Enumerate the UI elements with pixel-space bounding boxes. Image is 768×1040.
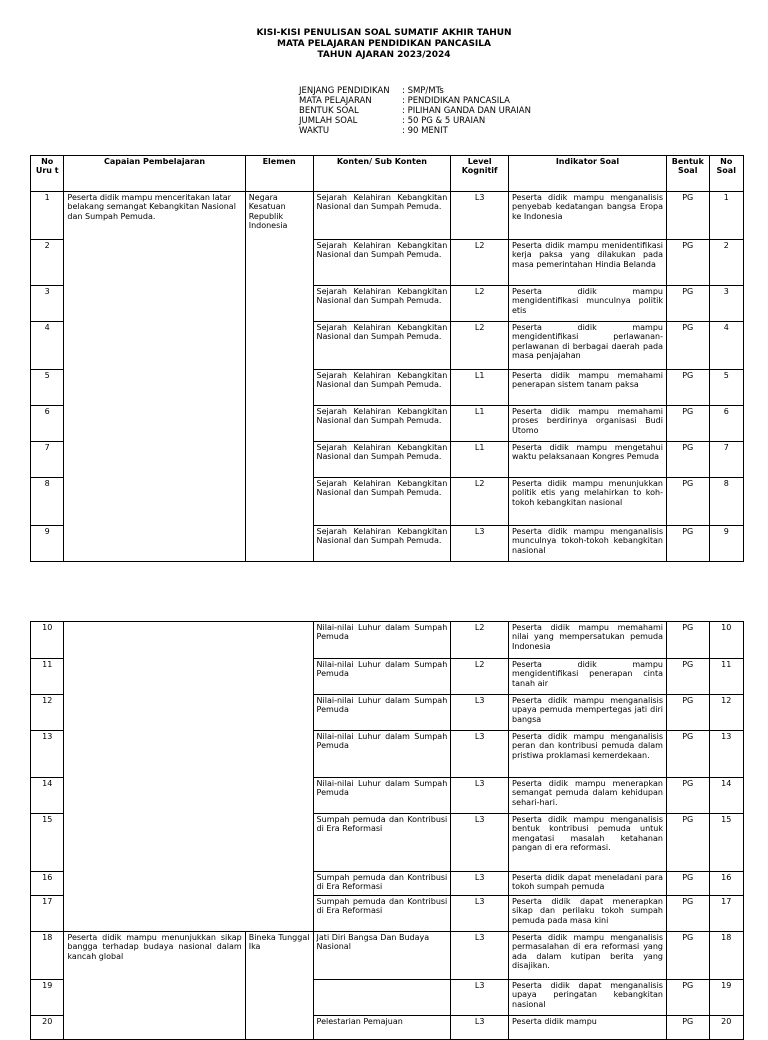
cell-bentuk: PG xyxy=(666,406,709,442)
cell-no: 2 xyxy=(31,240,64,286)
cell-bentuk: PG xyxy=(666,695,709,731)
cell-level: L2 xyxy=(451,659,509,695)
title-line-3: TAHUN AJARAN 2023/2024 xyxy=(317,50,451,60)
title-line-2: MATA PELAJARAN PENDIDIKAN PANCASILA xyxy=(277,39,491,49)
header-indikator: Indikator Soal xyxy=(509,156,667,192)
cell-no: 6 xyxy=(31,406,64,442)
cell-indikator: Peserta didik mampu menganalisis permasalahan di era reformasi yang ada dalam kutipan berita yang disajikan. xyxy=(509,932,667,980)
header-capaian: Capaian Pembelajaran xyxy=(64,156,245,192)
cell-no: 4 xyxy=(31,322,64,370)
cell-indikator: Peserta didik mampu mengidentifikasi munculnya politik etis xyxy=(509,286,667,322)
cell-indikator: Peserta didik dapat menganalisis upaya peringatan kebangkitan nasional xyxy=(509,980,667,1016)
cell-level: L2 xyxy=(451,286,509,322)
cell-konten: Jati Diri Bangsa Dan Budaya Nasional xyxy=(313,932,451,980)
header-bentuk: Bentuk Soal xyxy=(666,156,709,192)
cell-no-soal: 10 xyxy=(709,622,743,659)
cell-level: L1 xyxy=(451,406,509,442)
cell-konten: Sumpah pemuda dan Kontribusi di Era Reformasi xyxy=(313,814,451,872)
meta-value: : PILIHAN GANDA DAN URAIAN xyxy=(402,106,531,116)
cell-konten: Sejarah Kelahiran Kebangkitan Nasional dan Sumpah Pemuda. xyxy=(313,442,451,478)
cell-indikator: Peserta didik mampu mengetahui waktu pelaksanaan Kongres Pemuda xyxy=(509,442,667,478)
cell-no: 7 xyxy=(31,442,64,478)
cell-indikator: Peserta didik dapat meneladani para tokoh sumpah pemuda xyxy=(509,872,667,896)
cell-konten: Sejarah Kelahiran Kebangkitan Nasional dan Sumpah Pemuda. xyxy=(313,286,451,322)
cell-no-soal: 8 xyxy=(709,478,743,526)
cell-level: L3 xyxy=(451,932,509,980)
cell-konten: Sumpah pemuda dan Kontribusi di Era Reformasi xyxy=(313,872,451,896)
meta-row xyxy=(299,116,531,126)
cell-no-soal: 2 xyxy=(709,240,743,286)
meta-row xyxy=(299,86,531,96)
cell-no: 17 xyxy=(31,896,64,932)
meta-row xyxy=(299,126,531,136)
cell-indikator: Peserta didik mampu menganalisis penyebab kedatangan bangsa Eropa ke Indonesia xyxy=(509,192,667,240)
meta-key: JUMLAH SOAL xyxy=(299,116,358,126)
meta-value: : 90 MENIT xyxy=(402,126,448,136)
cell-no-soal: 1 xyxy=(709,192,743,240)
table-header-row xyxy=(31,156,744,192)
cell-bentuk: PG xyxy=(666,814,709,872)
cell-no-soal: 12 xyxy=(709,695,743,731)
cell-bentuk: PG xyxy=(666,370,709,406)
header-no-urut: No Uru t xyxy=(31,156,64,192)
cell-capaian: Peserta didik mampu menceritakan latar belakang semangat Kebangkitan Nasional dan Sumpah Pemuda. xyxy=(64,192,245,562)
cell-bentuk: PG xyxy=(666,1016,709,1040)
cell-no: 11 xyxy=(31,659,64,695)
cell-level: L3 xyxy=(451,872,509,896)
cell-no-soal: 13 xyxy=(709,731,743,778)
cell-level: L3 xyxy=(451,192,509,240)
cell-level: L3 xyxy=(451,526,509,562)
cell-konten: Nilai-nilai Luhur dalam Sumpah Pemuda xyxy=(313,695,451,731)
cell-konten: Sejarah Kelahiran Kebangkitan Nasional dan Sumpah Pemuda. xyxy=(313,478,451,526)
header-elemen: Elemen xyxy=(245,156,313,192)
cell-indikator: Peserta didik mampu xyxy=(509,1016,667,1040)
cell-indikator: Peserta didik mampu mengidentifikasi perlawanan-perlawanan di berbagai daerah pada masa penjajahan xyxy=(509,322,667,370)
cell-no-soal: 14 xyxy=(709,778,743,814)
meta-key: BENTUK SOAL xyxy=(299,106,359,116)
cell-bentuk: PG xyxy=(666,980,709,1016)
cell-indikator: Peserta didik mampu menidentifikasi kerja paksa yang dilakukan pada masa pemerintahan Hindia Belanda xyxy=(509,240,667,286)
cell-bentuk: PG xyxy=(666,896,709,932)
cell-no-soal: 4 xyxy=(709,322,743,370)
header-no-soal: No Soal xyxy=(709,156,743,192)
cell-bentuk: PG xyxy=(666,526,709,562)
cell-no-soal: 20 xyxy=(709,1016,743,1040)
cell-bentuk: PG xyxy=(666,442,709,478)
cell-no: 12 xyxy=(31,695,64,731)
cell-no: 18 xyxy=(31,932,64,980)
cell-level: L1 xyxy=(451,442,509,478)
cell-indikator: Peserta didik dapat menerapkan sikap dan perilaku tokoh sumpah pemuda pada masa kini xyxy=(509,896,667,932)
cell-no-soal: 5 xyxy=(709,370,743,406)
cell-level: L3 xyxy=(451,695,509,731)
cell-level: L3 xyxy=(451,814,509,872)
cell-capaian: Peserta didik mampu menunjukkan sikap bangga terhadap budaya nasional dalam kancah global xyxy=(64,932,245,1040)
cell-konten: Sejarah Kelahiran Kebangkitan Nasional dan Sumpah Pemuda. xyxy=(313,192,451,240)
cell-no-soal: 6 xyxy=(709,406,743,442)
cell-no: 13 xyxy=(31,731,64,778)
cell-level: L3 xyxy=(451,896,509,932)
cell-konten: Sejarah Kelahiran Kebangkitan Nasional dan Sumpah Pemuda. xyxy=(313,406,451,442)
cell-no: 3 xyxy=(31,286,64,322)
cell-no-soal: 3 xyxy=(709,286,743,322)
cell-no: 1 xyxy=(31,192,64,240)
cell-no-soal: 9 xyxy=(709,526,743,562)
cell-konten: Nilai-nilai Luhur dalam Sumpah Pemuda xyxy=(313,731,451,778)
cell-no-soal: 7 xyxy=(709,442,743,478)
meta-row xyxy=(299,96,531,106)
cell-level: L3 xyxy=(451,980,509,1016)
cell-capaian-continued xyxy=(64,622,313,932)
header-level: Level Kognitif xyxy=(451,156,509,192)
cell-konten: Nilai-nilai Luhur dalam Sumpah Pemuda xyxy=(313,778,451,814)
cell-bentuk: PG xyxy=(666,659,709,695)
cell-bentuk: PG xyxy=(666,286,709,322)
cell-no-soal: 11 xyxy=(709,659,743,695)
title-line-1: KISI-KISI PENULISAN SOAL SUMATIF AKHIR TAHUN xyxy=(256,28,512,38)
cell-konten: Sumpah pemuda dan Kontribusi di Era Reformasi xyxy=(313,896,451,932)
cell-indikator: Peserta didik mampu mengidentifikasi penerapan cinta tanah air xyxy=(509,659,667,695)
table-row xyxy=(31,192,744,240)
meta-value: : SMP/MTs xyxy=(402,86,444,96)
cell-konten xyxy=(313,980,451,1016)
cell-konten: Nilai-nilai Luhur dalam Sumpah Pemuda xyxy=(313,622,451,659)
cell-indikator: Peserta didik mampu memahami proses berdirinya organisasi Budi Utomo xyxy=(509,406,667,442)
cell-elemen: Bineka Tunggal Ika xyxy=(245,932,313,1040)
cell-indikator: Peserta didik mampu memahami penerapan sistem tanam paksa xyxy=(509,370,667,406)
cell-level: L3 xyxy=(451,778,509,814)
cell-indikator: Peserta didik mampu menganalisis peran dan kontribusi pemuda dalam pristiwa proklamasi kemerdekaan. xyxy=(509,731,667,778)
meta-key: MATA PELAJARAN xyxy=(299,96,372,106)
cell-no: 16 xyxy=(31,872,64,896)
cell-indikator: Peserta didik mampu memahami nilai yang mempersatukan pemuda Indonesia xyxy=(509,622,667,659)
meta-key: WAKTU xyxy=(299,126,330,136)
cell-konten: Sejarah Kelahiran Kebangkitan Nasional dan Sumpah Pemuda. xyxy=(313,370,451,406)
cell-no-soal: 19 xyxy=(709,980,743,1016)
cell-bentuk: PG xyxy=(666,622,709,659)
cell-indikator: Peserta didik mampu menerapkan semangat pemuda dalam kehidupan sehari-hari. xyxy=(509,778,667,814)
cell-level: L2 xyxy=(451,322,509,370)
cell-indikator: Peserta didik mampu menganalisis munculnya tokoh-tokoh kebangkitan nasional xyxy=(509,526,667,562)
cell-level: L2 xyxy=(451,622,509,659)
cell-konten: Sejarah Kelahiran Kebangkitan Nasional dan Sumpah Pemuda. xyxy=(313,240,451,286)
cell-no-soal: 15 xyxy=(709,814,743,872)
cell-konten: Sejarah Kelahiran Kebangkitan Nasional dan Sumpah Pemuda. xyxy=(313,526,451,562)
cell-konten: Sejarah Kelahiran Kebangkitan Nasional dan Sumpah Pemuda. xyxy=(313,322,451,370)
cell-no-soal: 17 xyxy=(709,896,743,932)
cell-bentuk: PG xyxy=(666,778,709,814)
cell-no-soal: 18 xyxy=(709,932,743,980)
cell-no: 14 xyxy=(31,778,64,814)
cell-bentuk: PG xyxy=(666,192,709,240)
cell-level: L2 xyxy=(451,478,509,526)
cell-no-soal: 16 xyxy=(709,872,743,896)
cell-no: 19 xyxy=(31,980,64,1016)
cell-level: L3 xyxy=(451,1016,509,1040)
meta-value: : PENDIDIKAN PANCASILA xyxy=(402,96,510,106)
cell-bentuk: PG xyxy=(666,872,709,896)
document-title xyxy=(0,28,768,61)
table-row xyxy=(31,932,744,980)
cell-indikator: Peserta didik mampu menunjukkan politik etis yang melahirkan to koh-tokoh kebangkitan nasional xyxy=(509,478,667,526)
cell-no: 15 xyxy=(31,814,64,872)
cell-no: 8 xyxy=(31,478,64,526)
meta-value: : 50 PG & 5 URAIAN xyxy=(402,116,486,126)
cell-indikator: Peserta didik mampu menganalisis upaya pemuda mempertegas jati diri bangsa xyxy=(509,695,667,731)
cell-level: L2 xyxy=(451,240,509,286)
document-meta xyxy=(299,86,531,136)
cell-no: 20 xyxy=(31,1016,64,1040)
cell-bentuk: PG xyxy=(666,731,709,778)
cell-bentuk: PG xyxy=(666,932,709,980)
cell-konten: Nilai-nilai Luhur dalam Sumpah Pemuda xyxy=(313,659,451,695)
table-row xyxy=(31,622,744,659)
cell-no: 10 xyxy=(31,622,64,659)
meta-row xyxy=(299,106,531,116)
cell-bentuk: PG xyxy=(666,240,709,286)
cell-level: L3 xyxy=(451,731,509,778)
cell-level: L1 xyxy=(451,370,509,406)
kisi-kisi-table-page-1 xyxy=(30,155,744,562)
kisi-kisi-table-page-2 xyxy=(30,621,744,1040)
cell-indikator: Peserta didik mampu menganalisis bentuk kontribusi pemuda untuk mengatasi masalah ketahanan pangan di era reformasi. xyxy=(509,814,667,872)
cell-no: 9 xyxy=(31,526,64,562)
meta-key: JENJANG PENDIDIKAN xyxy=(299,86,390,96)
cell-konten: Pelestarian Pemajuan xyxy=(313,1016,451,1040)
cell-bentuk: PG xyxy=(666,322,709,370)
header-konten: Konten/ Sub Konten xyxy=(313,156,451,192)
cell-elemen: Negara Kesatuan Republik Indonesia xyxy=(245,192,313,562)
cell-no: 5 xyxy=(31,370,64,406)
cell-bentuk: PG xyxy=(666,478,709,526)
